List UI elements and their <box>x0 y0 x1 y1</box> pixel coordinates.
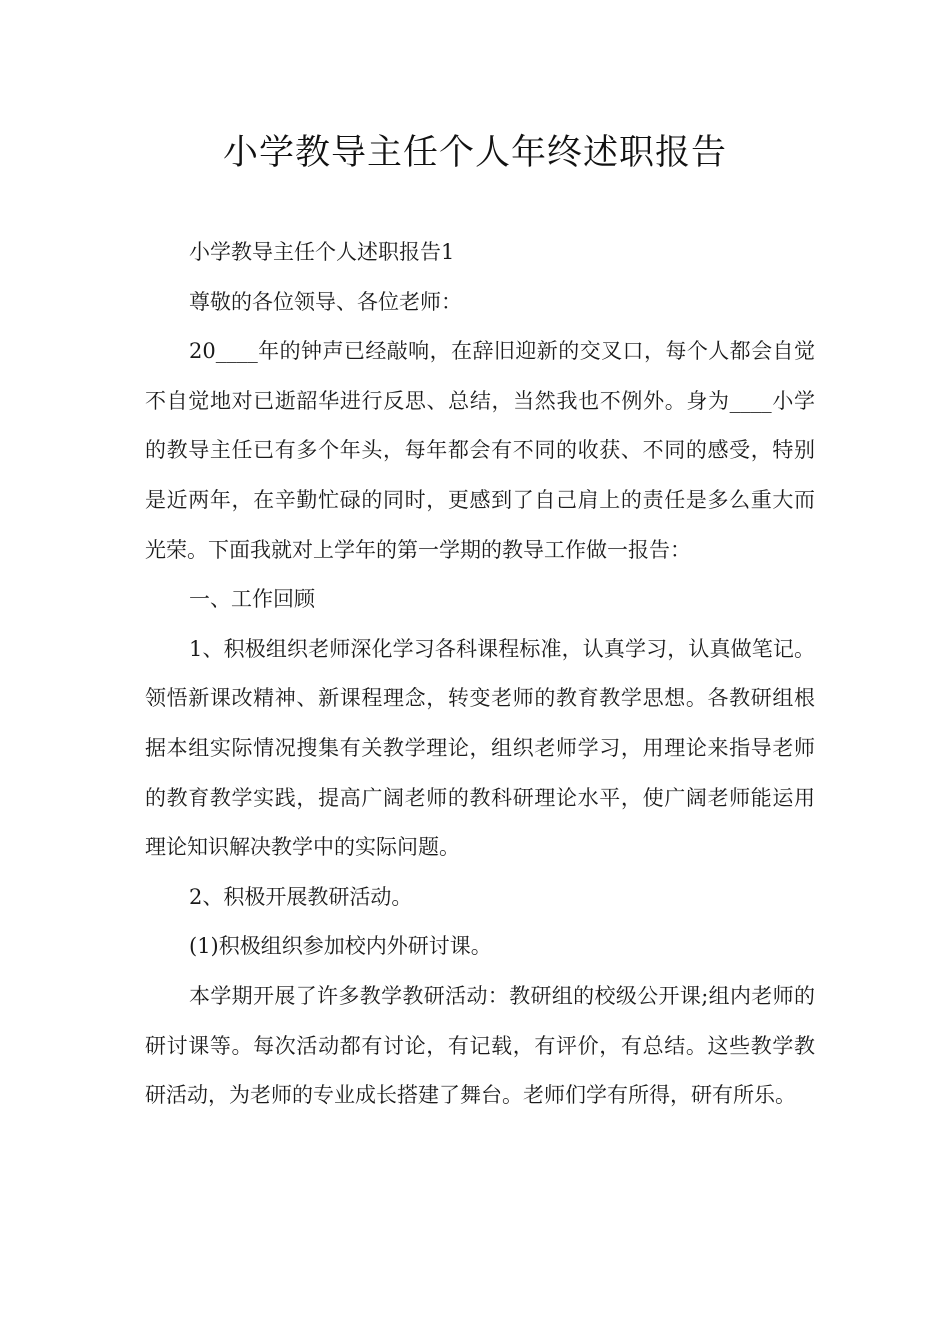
paragraph-semester-activities: 本学期开展了许多教学教研活动：教研组的校级公开课;组内老师的研讨课等。每次活动都有讨论，有记载，有评价，有总结。这些教学教研活动，为老师的专业成长搭建了舞台。老师们学有所得，研有所乐。 <box>145 983 815 1108</box>
document-title: 小学教导主任个人年终述职报告 <box>222 133 727 173</box>
paragraph-item-1: 1、积极组织老师深化学习各科课程标准，认真学习，认真做笔记。领悟新课改精神、新课程理念，转变老师的教育教学思想。各教研组根据本组实际情况搜集有关教学理论，组织老师学习，用理论来指导老师的教育教学实践，提高广阔老师的教科研理论水平，使广阔老师能运用理论知识解决教学中的实际问题。 <box>145 636 815 860</box>
paragraph-item-2: 2、积极开展教研活动。 <box>189 884 413 909</box>
paragraph-subitem-1: (1)积极组织参加校内外研讨课。 <box>189 934 492 959</box>
section-heading-work-review: 一、工作回顾 <box>189 587 315 612</box>
document-body <box>145 228 815 1121</box>
intro-paragraph: 20____年的钟声已经敲响，在辞旧迎新的交叉口，每个人都会自觉不自觉地对已逝韶华进行反思、总结，当然我也不例外。身为____小学的教导主任已有多个年头，每年都会有不同的收获、不同的感受，特别是近两年，在辛勤忙碌的同时，更感到了自己肩上的责任是多么重大而光荣。下面我就对上学年的第一学期的教导工作做一报告： <box>145 339 815 562</box>
report-subtitle: 小学教导主任个人述职报告1 <box>189 240 455 264</box>
salutation: 尊敬的各位领导、各位老师： <box>189 289 462 314</box>
